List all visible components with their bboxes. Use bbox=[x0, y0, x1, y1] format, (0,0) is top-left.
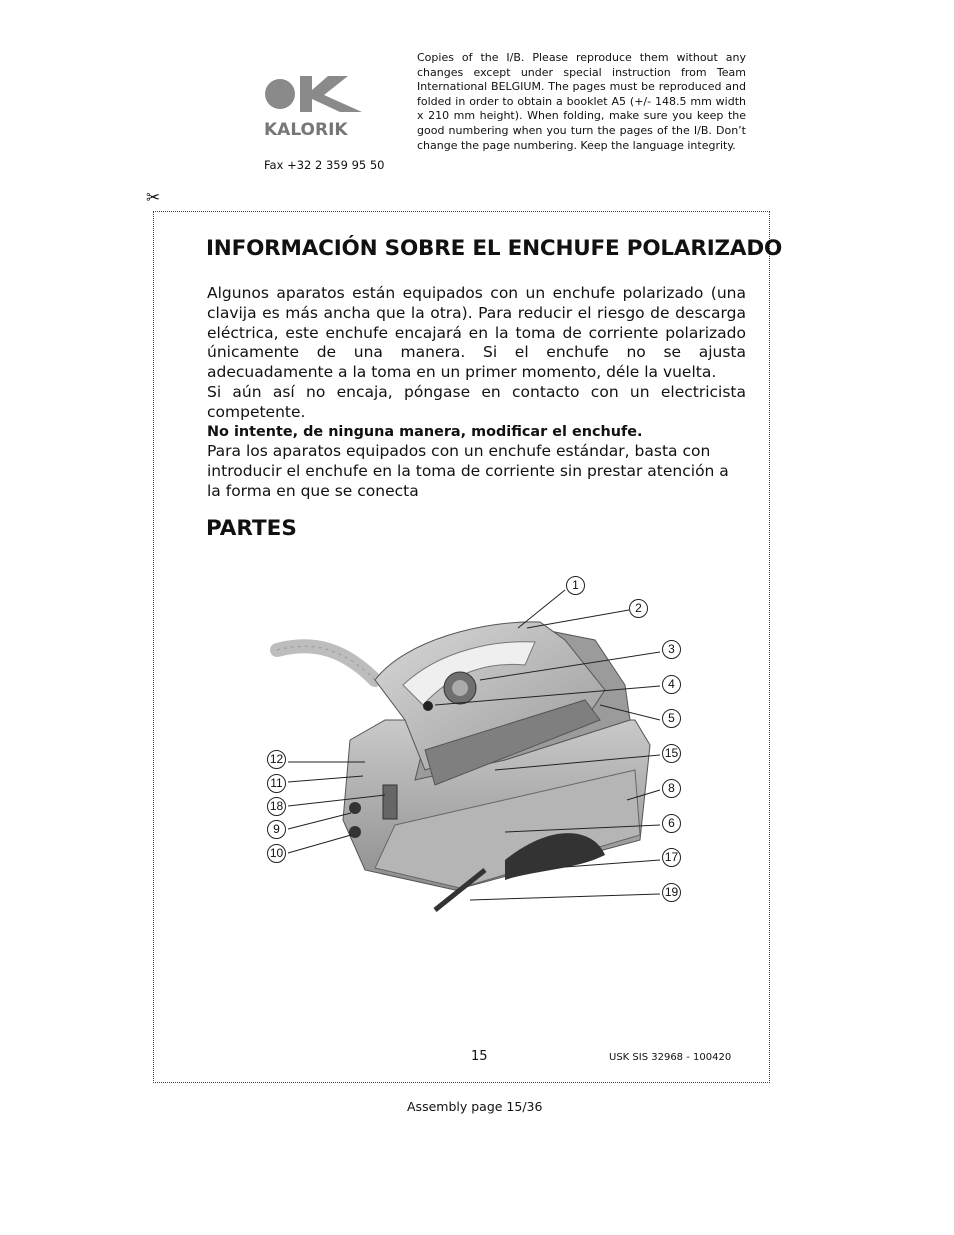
callout-15: 15 bbox=[662, 744, 681, 763]
paragraph-1: Algunos aparatos están equipados con un enchufe polarizado (una clavija es más ancha que la otra). Para reducir el riesgo de descarga eléctrica, este enchufe encajará en la toma de corriente polarizado únicamente de una manera. Si el enchufe no se ajusta adecuadamente a la toma en un primer momento, déle la vuelta. bbox=[207, 284, 746, 382]
logo-text: KALORIK bbox=[264, 120, 348, 138]
copy-instructions: Copies of the I/B. Please reproduce them without any changes except under special instruction from Team International BELGIUM. The pages must be reproduced and folded in order to obtain a booklet A5 (+/- 148.5 mm width x 210 mm height). When folding, make sure you keep the good numbering when you turn the pages of the I/B. Don’t change the page numbering. Keep the language integrity. bbox=[417, 51, 746, 152]
steam-iron-illustration bbox=[255, 570, 695, 930]
scissors-icon: ✂ bbox=[146, 188, 161, 208]
callout-2: 2 bbox=[629, 599, 648, 618]
callout-8: 8 bbox=[662, 779, 681, 798]
callout-18: 18 bbox=[267, 797, 286, 816]
callout-3: 3 bbox=[662, 640, 681, 659]
kalorik-logo bbox=[262, 72, 368, 138]
paragraph-2: Si aún así no encaja, póngase en contacto con un electricista competente. bbox=[207, 382, 746, 421]
callout-4: 4 bbox=[662, 675, 681, 694]
callout-5: 5 bbox=[662, 709, 681, 728]
section-title-parts: PARTES bbox=[206, 516, 297, 541]
page-number: 15 bbox=[471, 1049, 488, 1064]
fax-number: Fax +32 2 359 95 50 bbox=[264, 158, 385, 172]
document-code: USK SIS 32968 - 100420 bbox=[609, 1052, 732, 1063]
callout-9: 9 bbox=[267, 820, 286, 839]
callout-19: 19 bbox=[662, 883, 681, 902]
callout-6: 6 bbox=[662, 814, 681, 833]
paragraph-3: Para los aparatos equipados con un enchufe estándar, basta con introducir el enchufe en la toma de corriente sin prestar atención a la forma en que se conecta bbox=[207, 442, 729, 500]
section-title-polarized-plug: INFORMACIÓN SOBRE EL ENCHUFE POLARIZADO bbox=[206, 236, 783, 261]
callout-1: 1 bbox=[566, 576, 585, 595]
callout-11: 11 bbox=[267, 774, 286, 793]
callout-10: 10 bbox=[267, 844, 286, 863]
callout-17: 17 bbox=[662, 848, 681, 867]
callout-12: 12 bbox=[267, 750, 286, 769]
warning-text: No intente, de ninguna manera, modificar el enchufe. bbox=[207, 423, 643, 440]
polarized-plug-text bbox=[207, 284, 746, 502]
assembly-page: Assembly page 15/36 bbox=[407, 1099, 543, 1114]
